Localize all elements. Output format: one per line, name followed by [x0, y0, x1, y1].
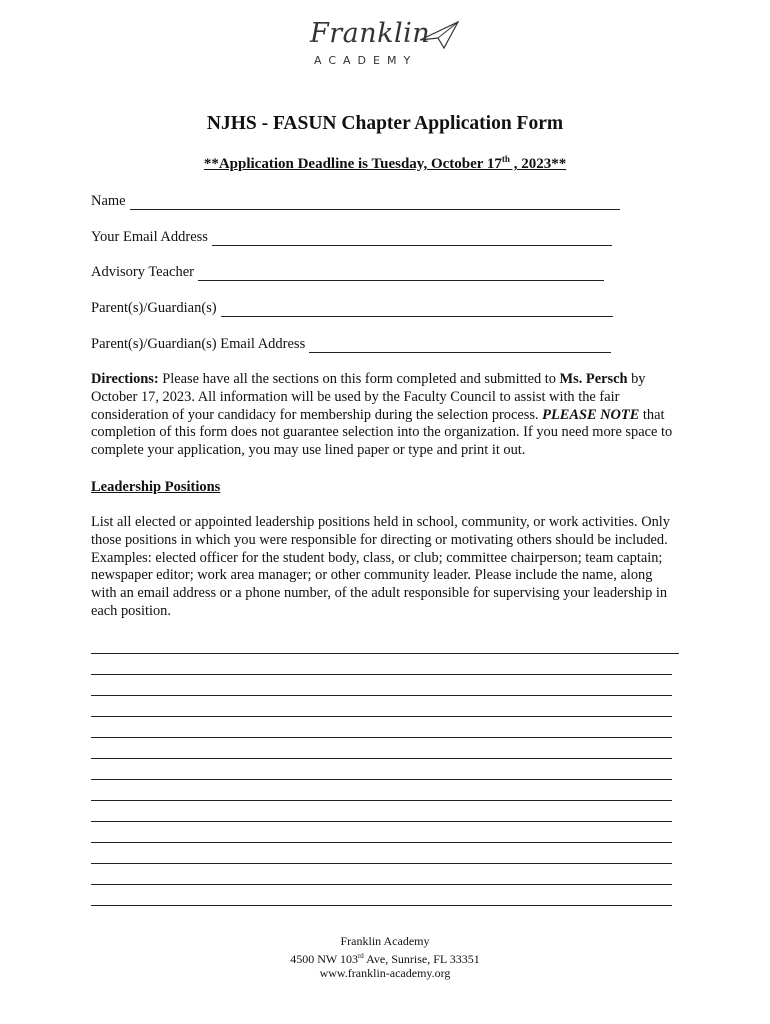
footer-address: 4500 NW 103rd Ave, Sunrise, FL 33351 — [290, 951, 480, 966]
page-footer — [0, 934, 770, 981]
paper-plane-icon — [418, 20, 460, 52]
answer-line[interactable] — [91, 737, 672, 738]
answer-line[interactable] — [91, 884, 672, 885]
answer-line[interactable] — [91, 842, 672, 843]
leadership-instructions: List all elected or appointed leadership positions held in school, community, or work activities. Only those positions in which you were responsible for directing or motivating others should be included. Examples: elected officer for the student body, class, or club; committee chairperson; team captain; newspaper editor; work area manager; or other community leader. Please include the name, along with an email address or a phone number, of the adult responsible for supervising your leadership in each position. — [91, 514, 670, 619]
application-deadline: **Application Deadline is Tuesday, October 17th , 2023** — [203, 154, 567, 172]
leadership-heading: Leadership Positions — [91, 479, 221, 495]
directions-label: Directions: — [91, 371, 159, 387]
please-note-label: PLEASE NOTE — [542, 406, 640, 423]
answer-line[interactable] — [91, 800, 672, 801]
answer-line[interactable] — [91, 758, 672, 759]
answer-line[interactable] — [91, 905, 672, 906]
footer-school-name: Franklin Academy — [340, 934, 430, 948]
answer-line[interactable] — [91, 716, 672, 717]
guardian-email-input-line[interactable] — [309, 338, 611, 353]
answer-line[interactable] — [91, 779, 672, 780]
footer-website[interactable]: www.franklin-academy.org — [319, 966, 451, 980]
form-title: NJHS - FASUN Chapter Application Form — [206, 113, 564, 134]
advisory-teacher-field[interactable] — [91, 264, 604, 281]
contact-name: Ms. Persch — [559, 371, 628, 387]
email-label: Your Email Address — [91, 229, 208, 245]
email-input-line[interactable] — [212, 231, 612, 246]
answer-line[interactable] — [91, 653, 679, 654]
directions-paragraph: Directions: Please have all the sections on this form completed and submitted to Ms. Persch by October 17, 2023. All information will be used by the Faculty Council to assist with the fair consideration of your candidacy for membership during the selection process. PLEASE NOTE that completion of this form does not guarantee selection into the organization. If you need more space to complete your application, you may use lined paper or type and print it out. — [91, 371, 673, 459]
email-field[interactable] — [91, 229, 612, 246]
advisory-teacher-label: Advisory Teacher — [91, 264, 195, 280]
answer-line[interactable] — [91, 863, 672, 864]
guardian-email-label: Parent(s)/Guardian(s) Email Address — [91, 336, 306, 352]
guardian-email-field[interactable] — [91, 336, 611, 353]
name-input-line[interactable] — [130, 195, 620, 210]
logo-script-text: Franklin — [310, 18, 431, 49]
advisory-teacher-input-line[interactable] — [198, 266, 604, 281]
franklin-academy-logo — [300, 14, 470, 72]
name-field[interactable] — [91, 193, 620, 210]
guardian-input-line[interactable] — [221, 302, 613, 317]
answer-line[interactable] — [91, 821, 672, 822]
guardian-label: Parent(s)/Guardian(s) — [91, 300, 217, 316]
logo-academy-text: ACADEMY — [314, 54, 418, 67]
answer-line[interactable] — [91, 695, 672, 696]
guardian-field[interactable] — [91, 300, 613, 317]
name-label: Name — [91, 193, 126, 209]
answer-line[interactable] — [91, 674, 672, 675]
